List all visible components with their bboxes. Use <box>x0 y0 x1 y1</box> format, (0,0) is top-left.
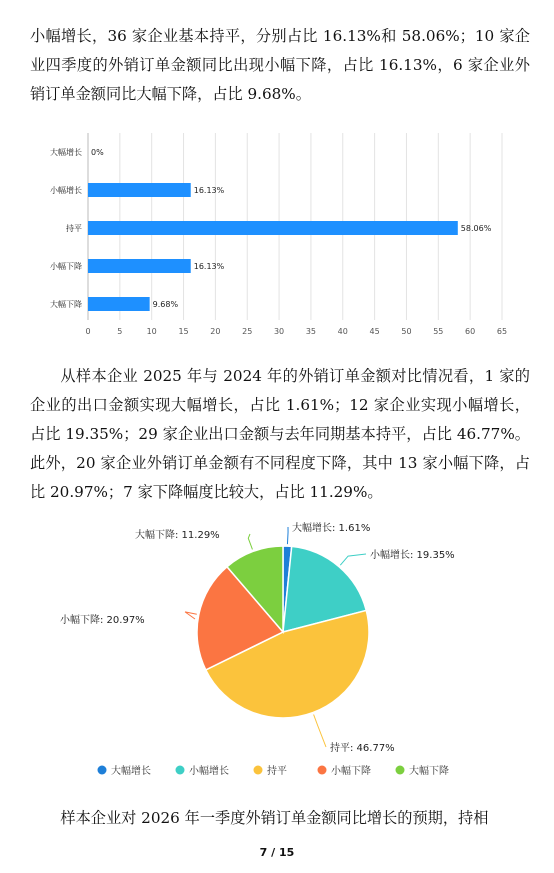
paragraph-2: 从样本企业 2025 年与 2024 年的外销订单金额对比情况看，1 家的企业的出口金额实现大幅增长，占比 1.61%；12 家企业实现小幅增长，占比 19.35%；29 家企业出口金额与去年同期基本持平，占比 46.77%。此外，20 家企业外销订单金额有不同程度下降，其中 13 家小幅下降，占比 20.97%；7 家下降幅度比较大，占比 11.29%。 <box>30 367 530 501</box>
value-label: 0% <box>91 148 104 157</box>
pie-chart <box>30 512 530 794</box>
x-tick-label: 20 <box>210 327 221 336</box>
category-label: 小幅下降 <box>50 262 82 271</box>
paragraph-1: 小幅增长，36 家企业基本持平，分别占比 16.13%和 58.06%；10 家企业四季度的外销订单金额同比出现小幅下降，占比 16.13%，6 家企业外销订单金额同比大幅下降，占比 9.68%。 <box>30 27 530 103</box>
value-label: 16.13% <box>193 262 225 271</box>
x-tick-label: 10 <box>146 327 157 336</box>
pie-slice-label: 大幅下降: 11.29% <box>135 530 220 541</box>
paragraph-3: 样本企业对 2026 年一季度外销订单金额同比增长的预期，持相 <box>60 809 489 827</box>
legend-label: 大幅增长 <box>111 766 151 777</box>
x-tick-label: 5 <box>117 327 123 336</box>
pie-slice-label: 小幅增长: 19.35% <box>370 550 455 561</box>
x-tick-label: 65 <box>496 327 508 336</box>
x-tick-label: 0 <box>85 327 91 336</box>
legend-label: 持平 <box>267 766 287 777</box>
legend-swatch <box>176 766 185 775</box>
x-tick-label: 40 <box>337 327 348 336</box>
pie-slice-label: 小幅下降: 20.97% <box>60 615 145 626</box>
page-number: 7 / 15 <box>259 846 295 859</box>
x-tick-label: 55 <box>433 327 444 336</box>
legend-swatch <box>254 766 263 775</box>
category-label: 大幅增长 <box>50 148 82 157</box>
bar <box>88 183 191 197</box>
legend-swatch <box>318 766 327 775</box>
x-tick-label: 30 <box>273 327 285 336</box>
category-label: 小幅增长 <box>50 186 82 195</box>
x-tick-label: 15 <box>178 327 189 336</box>
value-label: 58.06% <box>460 224 492 233</box>
x-tick-label: 50 <box>401 327 412 336</box>
bar-chart <box>30 125 520 345</box>
category-label: 大幅下降 <box>50 300 82 309</box>
x-tick-label: 60 <box>465 327 476 336</box>
x-tick-label: 35 <box>305 327 317 336</box>
legend-label: 小幅下降 <box>331 766 371 777</box>
pie-slice-label: 大幅增长: 1.61% <box>292 523 371 534</box>
x-tick-label: 25 <box>242 327 253 336</box>
value-label: 9.68% <box>152 300 179 309</box>
pie-leader-line <box>185 612 197 619</box>
pie-leader-line <box>248 534 252 549</box>
bar <box>88 221 458 235</box>
value-label: 16.13% <box>193 186 225 195</box>
legend-label: 大幅下降 <box>409 766 449 777</box>
pie-slice-label: 持平: 46.77% <box>330 743 395 754</box>
legend-swatch <box>396 766 405 775</box>
pie-leader-line <box>314 715 326 747</box>
bar <box>88 259 191 273</box>
category-label: 持平 <box>66 224 82 233</box>
pie-leader-line <box>287 527 288 544</box>
legend-swatch <box>98 766 107 775</box>
legend-label: 小幅增长 <box>189 766 229 777</box>
pie-leader-line <box>340 554 366 565</box>
bar <box>88 297 150 311</box>
x-tick-label: 45 <box>369 327 380 336</box>
